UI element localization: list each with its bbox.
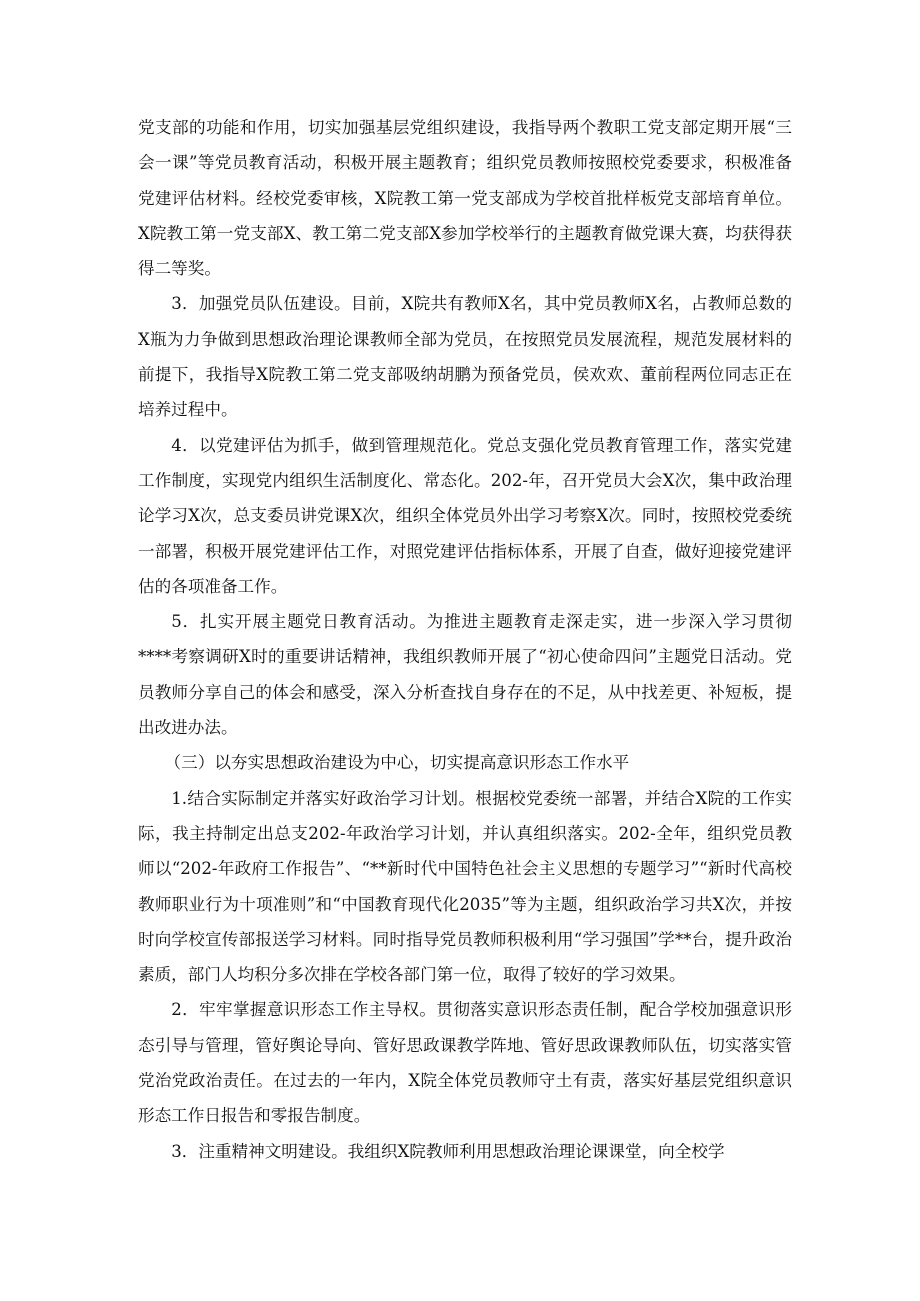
- paragraph-spiritual-civilization: 3．注重精神文明建设。我组织X院教师利用思想政治理论课课堂，向全校学: [171, 1141, 725, 1161]
- paragraph-ideology-leadership: 2．牢牢掌握意识形态工作主导权。贯彻落实意识形态责任制，配合学校加强意识形态引导与管理，管好舆论导向、管好思政课教学阵地、管好思政课教师队伍，切实落实管党治党政治责任。在过去的一年内，X院全体党员教师守土有责，落实好基层党组织意识形态工作日报告和零报告制度。: [138, 1000, 792, 1126]
- document-page: [138, 110, 792, 1169]
- paragraph-party-evaluation: 4．以党建评估为抓手，做到管理规范化。党总支强化党员教育管理工作，落实党建工作制度，实现党内组织生活制度化、常态化。202-年，召开党员大会X次，集中政治理论学习X次，总支委员讲党课X次，组织全体党员外出学习考察X次。同时，按照校党委统一部署，积极开展党建评估工作，对照党建评估指标体系，开展了自查，做好迎接党建评估的各项准备工作。: [138, 435, 792, 596]
- paragraph-study-plan: 1.结合实际制定并落实好政治学习计划。根据校党委统一部署，并结合X院的工作实际，我主持制定出总支202-年政治学习计划，并认真组织落实。202-全年，组织党员教师以“202-年政府工作报告”、“**新时代中国特色社会主义思想的专题学习”“新时代高校教师职业行为十项准则”和“中国教育现代化2035”等为主题，组织政治学习共X次，并按时向学校宣传部报送学习材料。同时指导党员教师积极利用“学习强国”学**台，提升政治素质，部门人均积分多次排在学校各部门第一位，取得了较好的学习效果。: [138, 788, 792, 985]
- section-heading-ideology: （三）以夯实思想政治建设为中心，切实提高意识形态工作水平: [164, 753, 630, 773]
- paragraph-party-branch-role: 党支部的功能和作用，切实加强基层党组织建设，我指导两个教职工党支部定期开展“三会一课”等党员教育活动，积极开展主题教育；组织党员教师按照校党委要求，积极准备党建评估材料。经校党委审核，X院教工第一党支部成为学校首批样板党支部培育单位。X院教工第一党支部X、教工第二党支部X参加学校举行的主题教育做党课大赛，均获得获得二等奖。: [138, 118, 792, 279]
- paragraph-theme-party-day: 5．扎实开展主题党日教育活动。为推进主题教育走深走实，进一步深入学习贯彻****考察调研X时的重要讲话精神，我组织教师开展了“初心使命四问”主题党日活动。党员教师分享自己的体会和感受，深入分析查找自身存在的不足，从中找差更、补短板，提出改进办法。: [138, 612, 792, 738]
- paragraph-member-team: 3．加强党员队伍建设。目前，X院共有教师X名，其中党员教师X名，占教师总数的X瓶为力争做到思想政治理论课教师全部为党员，在按照党员发展流程，规范发展材料的前提下，我指导X院教工第二党支部吸纳胡鹏为预备党员，侯欢欢、董前程两位同志正在培养过程中。: [138, 294, 792, 420]
